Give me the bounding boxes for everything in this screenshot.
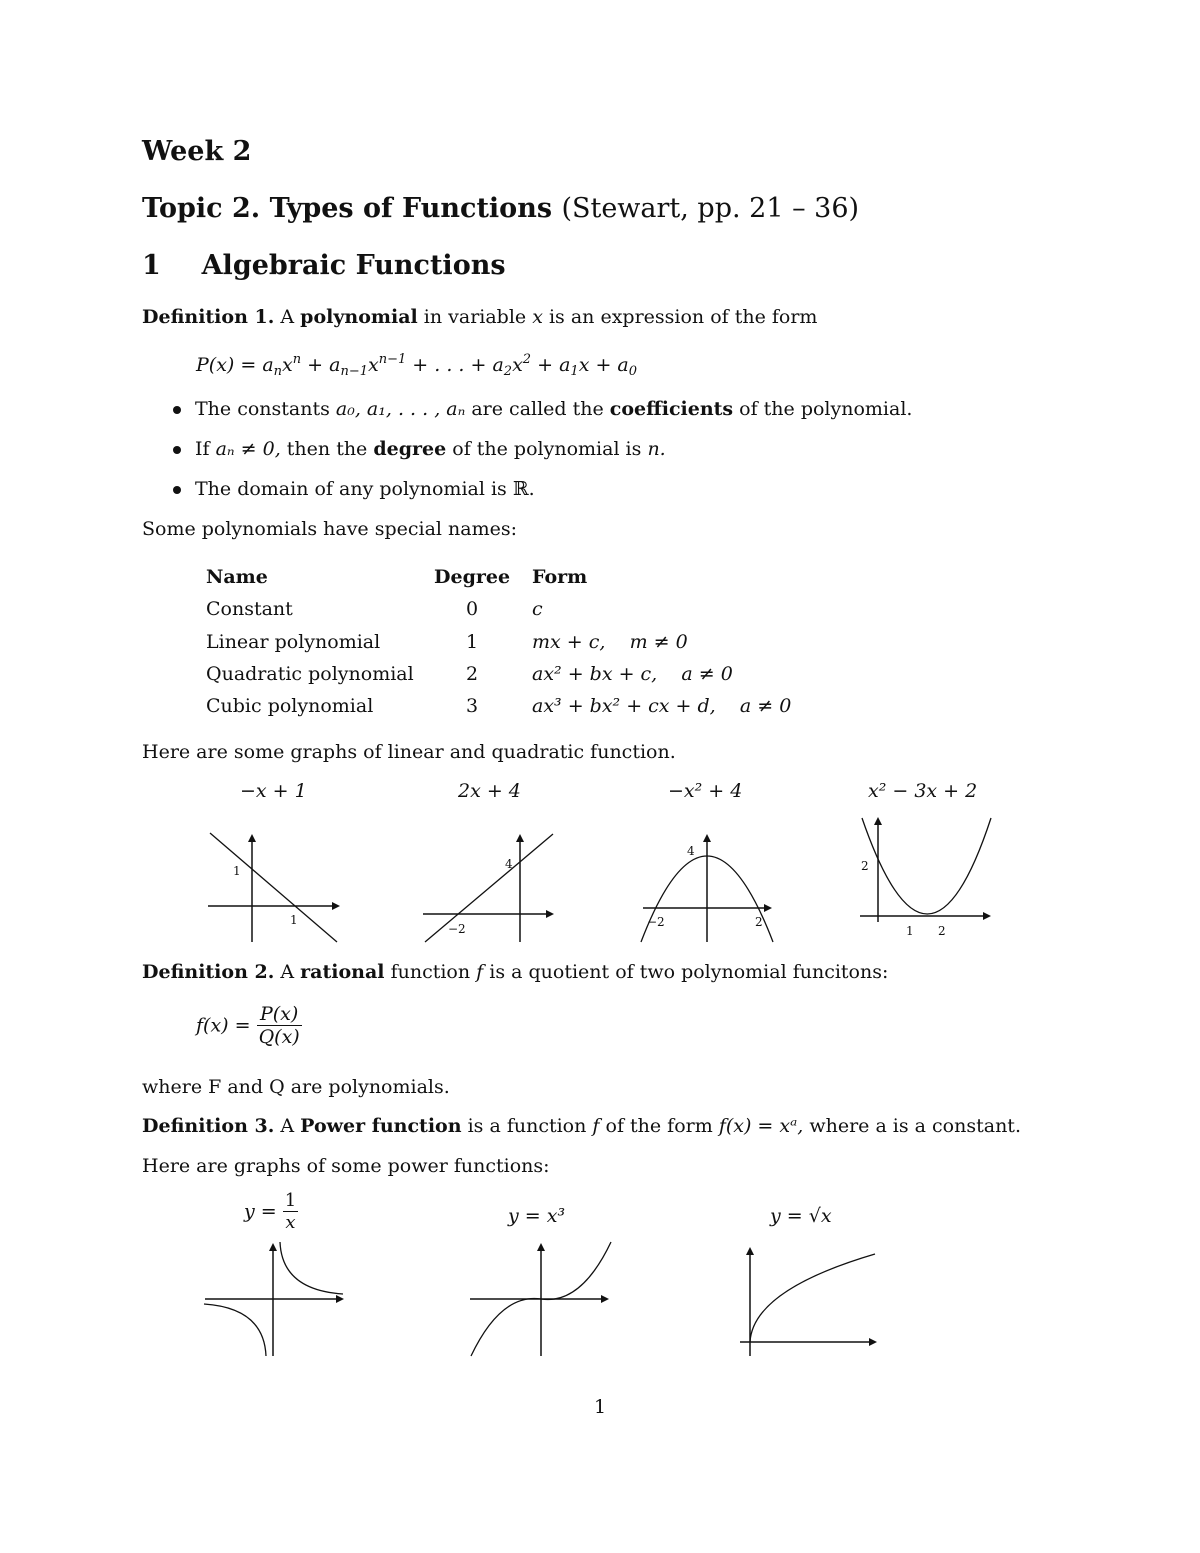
power-intro: Here are graphs of some power functions: xyxy=(142,1155,550,1177)
where-line: where F and Q are polynomials. xyxy=(142,1076,450,1098)
arrow-up-icon xyxy=(746,1247,754,1255)
b2-term: degree xyxy=(373,438,447,460)
graph-neg-x-plus-1 xyxy=(200,825,350,950)
b1-term: coefficients xyxy=(609,398,734,420)
def1-post: is an expression of the form xyxy=(548,306,818,328)
section-heading xyxy=(142,250,506,281)
pf-plus1: + xyxy=(301,354,330,376)
arrow-right-icon xyxy=(601,1295,609,1303)
arrow-right-icon xyxy=(332,902,340,910)
b2-post: of the polynomial is xyxy=(452,438,642,460)
root-left-label: 1 xyxy=(906,924,914,938)
table-header-form: Form xyxy=(532,566,588,588)
section-number: 1 xyxy=(142,250,161,281)
definition-1-label: Definition 1. xyxy=(142,306,275,328)
def2-mid: function xyxy=(390,961,471,983)
pf-t2: a xyxy=(329,354,341,376)
table-cell-name: Constant xyxy=(206,598,293,620)
y-intercept-label: 4 xyxy=(505,857,513,871)
pf-plus3: + xyxy=(589,354,618,376)
graph-title-neg-x-plus-1: −x + 1 xyxy=(240,780,307,802)
page-number: 1 xyxy=(594,1396,607,1418)
b2-var: n. xyxy=(647,438,666,460)
table-cell-degree: 0 xyxy=(466,598,479,620)
arrow-up-icon xyxy=(516,834,524,842)
pf-t2-sub: n−1 xyxy=(340,364,368,379)
table-cell-form: ax³ + bx² + cx + d, a ≠ 0 xyxy=(532,695,792,717)
def3-post: where a is a constant. xyxy=(809,1115,1021,1137)
power-title-cubic: y = x³ xyxy=(508,1205,566,1227)
bullet-domain: The domain of any polynomial is ℝ. xyxy=(195,478,535,500)
table-cell-name: Quadratic polynomial xyxy=(206,663,414,685)
table-cell-form: ax² + bx + c, a ≠ 0 xyxy=(532,663,733,685)
table-cell-name: Cubic polynomial xyxy=(206,695,374,717)
definition-2-label: Definition 2. xyxy=(142,961,275,983)
arrow-up-icon xyxy=(248,834,256,842)
def3-mid2: of the form xyxy=(605,1115,713,1137)
pf-t3-var: x xyxy=(512,354,523,376)
bullet-coefficients xyxy=(195,398,912,420)
pf-t3-sup: 2 xyxy=(522,352,532,367)
section-title: Algebraic Functions xyxy=(201,250,506,281)
arrow-up-icon xyxy=(703,834,711,842)
def2-var: f xyxy=(476,961,484,983)
bullet-dot xyxy=(173,406,181,414)
arrow-right-icon xyxy=(869,1338,877,1346)
arrow-up-icon xyxy=(537,1243,545,1251)
pf-t5: a xyxy=(617,354,629,376)
graph-reciprocal xyxy=(200,1238,350,1360)
def3-pre: A xyxy=(280,1115,295,1137)
pf-lhs: P(x) = xyxy=(196,354,263,376)
graph-title-2x-plus-4: 2x + 4 xyxy=(458,780,521,802)
reciprocal-lhs: y = xyxy=(244,1200,277,1223)
pf-mid: + . . . + xyxy=(406,354,493,376)
vertex-label: 4 xyxy=(687,844,695,858)
arrow-right-icon xyxy=(546,910,554,918)
rational-formula xyxy=(196,1003,302,1048)
b1-mid: are called the xyxy=(471,398,604,420)
bullet-degree xyxy=(195,438,666,460)
graph-title-x2-3x-2: x² − 3x + 2 xyxy=(868,780,978,802)
def1-var: x xyxy=(532,306,543,328)
topic-heading xyxy=(142,193,859,224)
table-cell-degree: 3 xyxy=(466,695,479,717)
pf-plus2: + xyxy=(531,354,560,376)
pf-t2-sup: n−1 xyxy=(378,352,407,367)
x-intercept-label: 1 xyxy=(290,913,298,927)
rational-fraction xyxy=(257,1003,302,1048)
graph-cubic xyxy=(465,1238,615,1360)
table-cell-name: Linear polynomial xyxy=(206,631,381,653)
graph-x2-3x-2 xyxy=(850,812,1000,942)
pf-t1-var: x xyxy=(282,354,293,376)
graph-sqrt xyxy=(735,1238,885,1360)
y-intercept-label: 2 xyxy=(861,859,869,873)
power-title-reciprocal xyxy=(244,1190,298,1233)
root-left-label: −2 xyxy=(647,915,665,929)
graph-2x-plus-4 xyxy=(415,825,565,950)
table-header-degree: Degree xyxy=(434,566,511,588)
arrow-up-icon xyxy=(269,1243,277,1251)
def3-term: Power function xyxy=(300,1115,462,1137)
reciprocal-fraction xyxy=(283,1190,298,1233)
pf-t3-sub: 2 xyxy=(503,364,513,379)
parabola-curve xyxy=(862,818,991,914)
def3-var: f xyxy=(592,1115,600,1137)
table-cell-form: mx + c, m ≠ 0 xyxy=(532,631,688,653)
bullet-dot xyxy=(173,446,181,454)
table-cell-degree: 2 xyxy=(466,663,479,685)
rational-numerator: P(x) xyxy=(257,1003,302,1026)
def2-pre: A xyxy=(280,961,295,983)
graphs-intro: Here are some graphs of linear and quadratic function. xyxy=(142,741,676,763)
table-cell-degree: 1 xyxy=(466,631,479,653)
rational-denominator: Q(x) xyxy=(258,1026,300,1048)
special-names-intro: Some polynomials have special names: xyxy=(142,518,518,540)
b2-math: aₙ ≠ 0, xyxy=(215,438,281,460)
arrow-right-icon xyxy=(764,904,772,912)
table-cell-form: c xyxy=(532,598,543,620)
topic-reference: (Stewart, pp. 21 – 36) xyxy=(561,193,860,224)
rational-lhs: f(x) = xyxy=(196,1014,251,1037)
power-title-sqrt: y = √x xyxy=(770,1205,832,1227)
week-heading: Week 2 xyxy=(142,136,252,167)
def2-term: rational xyxy=(300,961,385,983)
pf-t4-var: x xyxy=(578,354,590,376)
pf-t2-var: x xyxy=(368,354,379,376)
definition-1 xyxy=(142,306,817,328)
definition-3-label: Definition 3. xyxy=(142,1115,275,1137)
graph-title-neg-x2-plus-4: −x² + 4 xyxy=(668,780,743,802)
arrow-right-icon xyxy=(983,912,991,920)
pf-t5-sub: 0 xyxy=(628,364,638,379)
topic-label: Topic 2. Types of Functions xyxy=(142,193,553,224)
definition-3 xyxy=(142,1115,1021,1137)
arrow-right-icon xyxy=(336,1295,344,1303)
bullet-dot xyxy=(173,486,181,494)
y-intercept-label: 1 xyxy=(233,864,241,878)
table-header-name: Name xyxy=(206,566,268,588)
hyperbola-branch xyxy=(280,1242,343,1294)
definition-2 xyxy=(142,961,888,983)
polynomial-formula xyxy=(196,352,637,379)
pf-t4: a xyxy=(559,354,571,376)
x-intercept-label: −2 xyxy=(448,922,466,936)
def2-post: is a quotient of two polynomial funcitons: xyxy=(489,961,889,983)
pf-t1: a xyxy=(262,354,274,376)
sqrt-curve xyxy=(750,1254,875,1342)
def1-term: polynomial xyxy=(300,306,418,328)
graph-neg-x2-plus-4 xyxy=(635,825,785,950)
reciprocal-denominator: x xyxy=(285,1212,296,1233)
root-right-label: 2 xyxy=(755,915,763,929)
b1-post: of the polynomial. xyxy=(739,398,913,420)
hyperbola-branch xyxy=(204,1304,266,1356)
pf-t1-sup: n xyxy=(292,352,302,367)
reciprocal-numerator: 1 xyxy=(284,1190,297,1211)
root-right-label: 2 xyxy=(938,924,946,938)
def1-mid: in variable xyxy=(423,306,527,328)
pf-t1-sub: n xyxy=(273,364,283,379)
arrow-up-icon xyxy=(874,817,882,825)
curve-line xyxy=(425,834,553,942)
def3-mid: is a function xyxy=(467,1115,587,1137)
curve-line xyxy=(210,833,337,942)
b1-pre: The constants xyxy=(195,398,330,420)
def1-pre: A xyxy=(280,306,295,328)
pf-t3: a xyxy=(492,354,504,376)
b1-math: a₀, a₁, . . . , aₙ xyxy=(335,398,466,420)
def3-formula: f(x) = xᵃ, xyxy=(718,1115,804,1137)
pf-t4-sub: 1 xyxy=(570,364,579,379)
b2-mid: then the xyxy=(286,438,368,460)
b2-pre: If xyxy=(195,438,210,460)
